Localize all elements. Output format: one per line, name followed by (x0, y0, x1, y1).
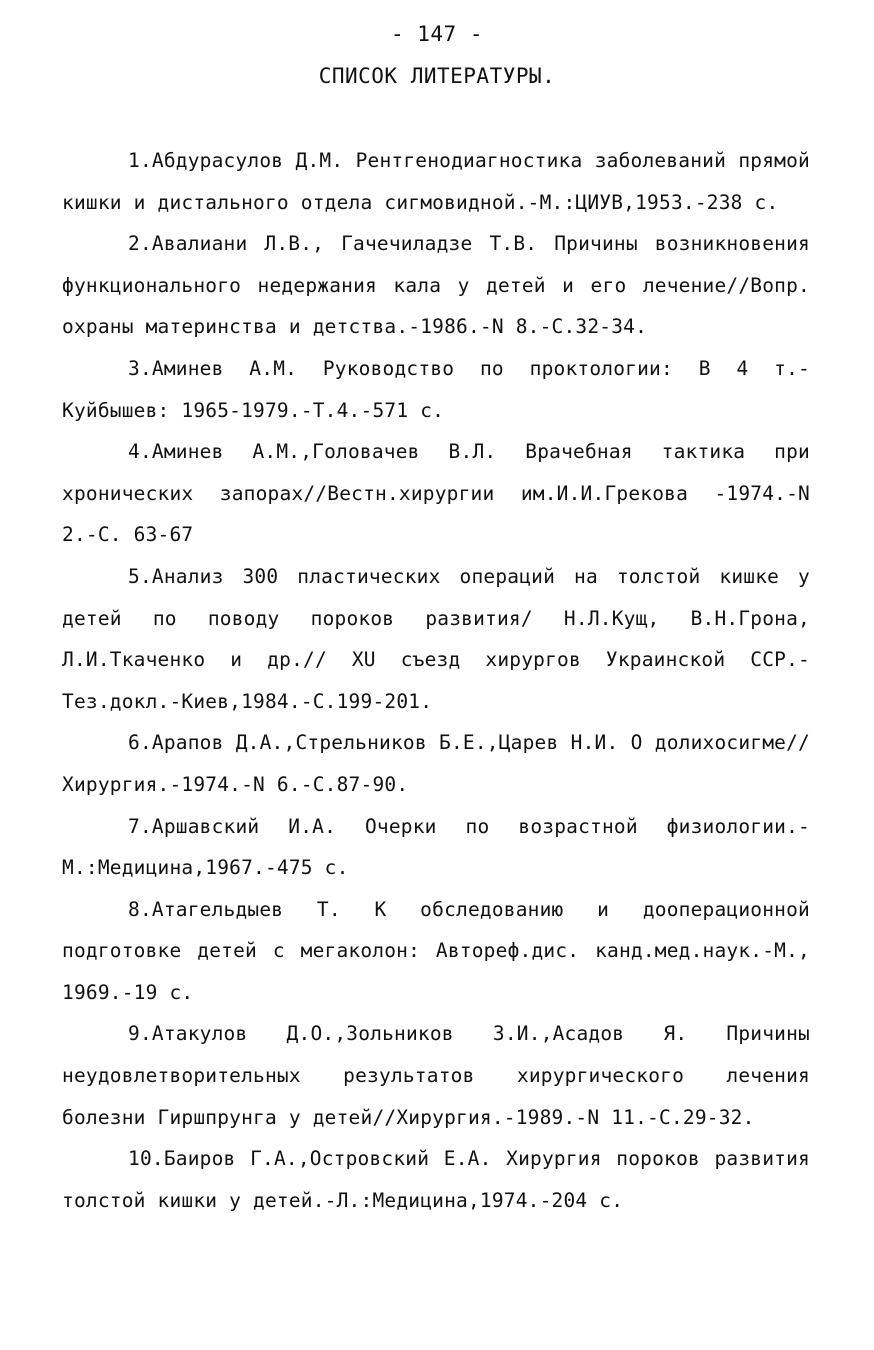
reference-entry-6: 6.Арапов Д.А.,Стрельников Б.Е.,Царев Н.И. О долихосигме// Хирургия.-1974.-N 6.-С.87-90. (62, 731, 810, 796)
reference-entry-7: 7.Аршавский И.А. Очерки по возрастной физиологии.-М.:Медицина,1967.-475 с. (62, 814, 810, 880)
reference-entry-8: 8.Атагельдыев Т. К обследованию и дооперационной подготовке детей с мегаколон: Автореф.дис. канд.мед.наук.-М., 1969.-19 с. (62, 897, 810, 1004)
reference-entry-2: 2.Авалиани Л.В., Гачечиладзе Т.В. Причины возникновения функционального недержания кала у детей и его лечение//Вопр. охраны материнства и детства.-1986.-N 8.-С.32-34. (62, 232, 810, 339)
reference-list (62, 140, 810, 1221)
reference-entry-5: 5.Анализ 300 пластических операций на толстой кишке у детей по поводу пороков развития/ Н.Л.Кущ, В.Н.Грона, Л.И.Ткаченко и др.// XU съезд хирургов Украинской ССР.-Тез.докл.-Киев,1984.-С.199-201. (62, 564, 810, 713)
reference-entry-10: 10.Баиров Г.А.,Островский Е.А. Хирургия пороков развития толстой кишки у детей.-Л.:Медицина,1974.-204 с. (62, 1147, 810, 1212)
reference-entry-1: 1.Абдурасулов Д.М. Рентгенодиагностика заболеваний прямой кишки и дистального отдела сигмовидной.-М.:ЦИУВ,1953.-238 с. (62, 149, 810, 214)
reference-entry-4: 4.Аминев А.М.,Головачев В.Л. Врачебная тактика при хронических запорах//Вестн.хирургии им.И.И.Грекова -1974.-N 2.-С. 63-67 (62, 440, 810, 547)
page-number: - 147 - (390, 22, 483, 46)
page-title: СПИСОК ЛИТЕРАТУРЫ. (318, 64, 556, 88)
reference-entry-9: 9.Атакулов Д.О.,Зольников З.И.,Асадов Я. Причины неудовлетворительных результатов хирургического лечения болезни Гиршпрунга у детей//Хирургия.-1989.-N 11.-С.29-32. (62, 1022, 810, 1129)
reference-entry-3: 3.Аминев А.М. Руководство по проктологии: В 4 т.-Куйбышев: 1965-1979.-Т.4.-571 с. (62, 356, 810, 422)
